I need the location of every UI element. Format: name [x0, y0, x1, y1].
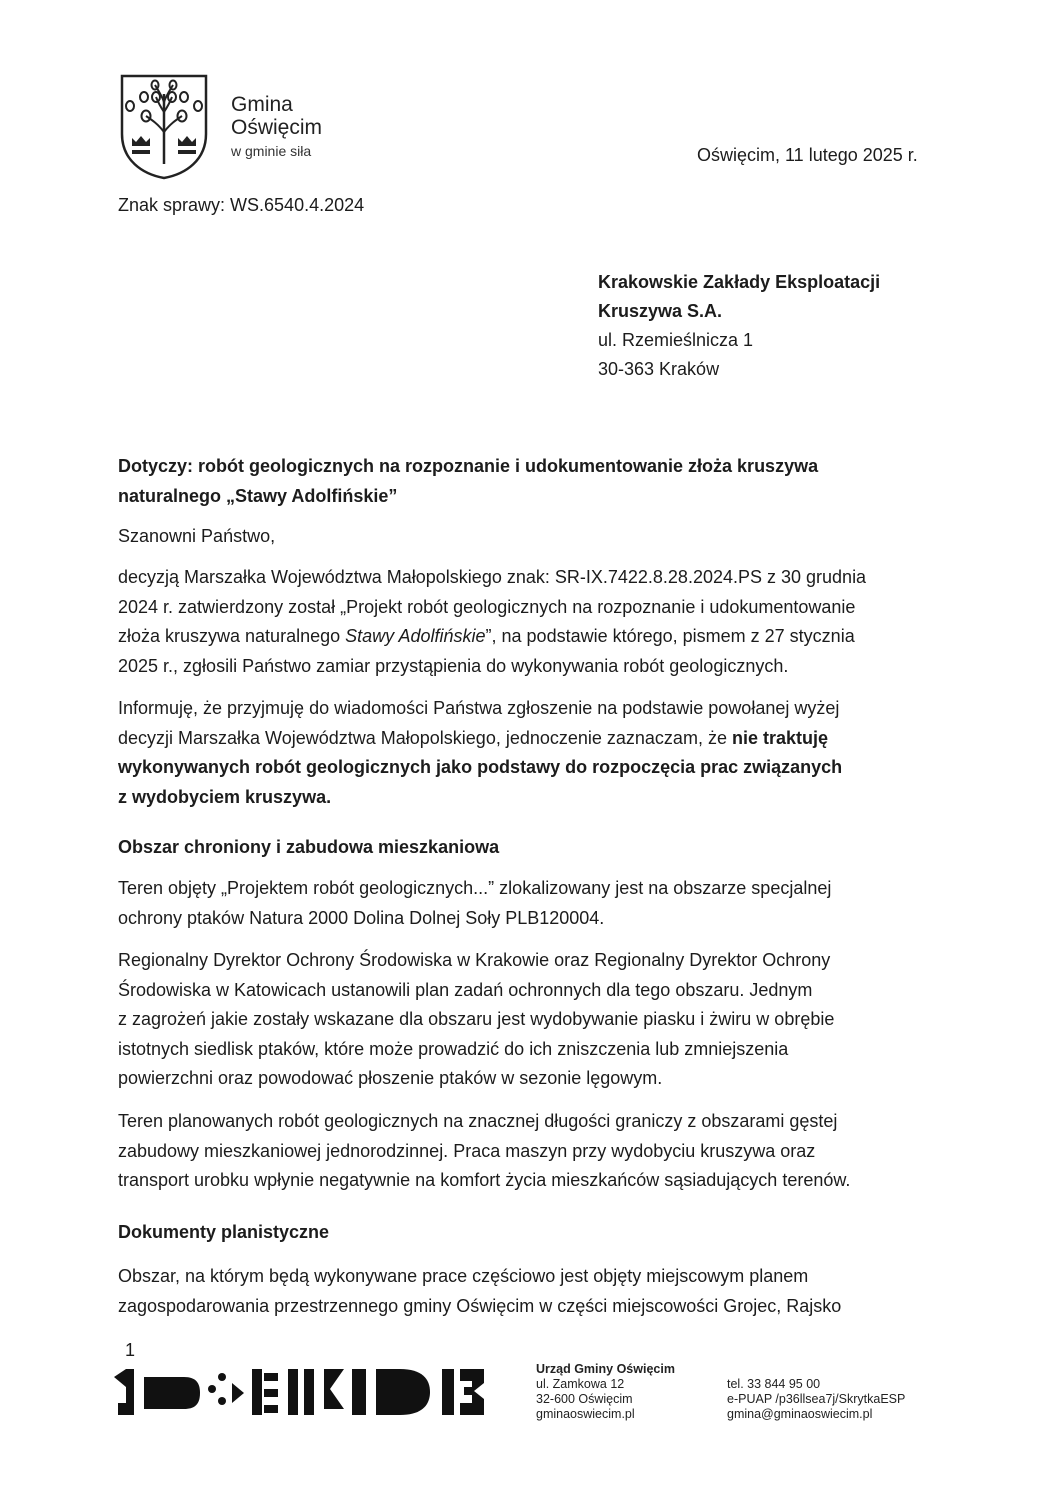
text-span: ”, na podstawie którego, pismem z 27 stycznia	[485, 626, 855, 646]
paragraph-line: Teren objęty „Projektem robót geologicznych...” zlokalizowany jest na obszarze specjalnej	[118, 878, 832, 898]
paragraph-line: decyzją Marszałka Województwa Małopolskiego znak: SR-IX.7422.8.28.2024.PS z 30 grudnia	[118, 567, 867, 587]
case-number: Znak sprawy: WS.6540.4.2024	[118, 195, 365, 215]
recipient-line3: ul. Rzemieślnicza 1	[598, 330, 754, 350]
paragraph-line: ochrony ptaków Natura 2000 Dolina Dolnej Soły PLB120004.	[118, 907, 605, 928]
office-email[interactable]: gmina@gminaoswiecim.pl	[727, 1407, 873, 1421]
recipient-line2: Kruszywa S.A.	[598, 301, 723, 321]
page-number: 1	[125, 1340, 136, 1360]
paragraph-line	[118, 622, 930, 652]
paragraph-line: z wydobyciem kruszywa.	[118, 786, 332, 807]
recipient-address	[598, 268, 880, 384]
emphasis-bold: nie traktuję	[731, 727, 828, 748]
gmina-motto: w gminie siła	[231, 143, 312, 159]
paragraph-line: Obszar, na którym będą wykonywane prace częściowo jest objęty miejscowym planem	[118, 1266, 809, 1286]
paragraph-line: Regionalny Dyrektor Ochrony Środowiska w Krakowie oraz Regionalny Dyrektor Ochrony	[118, 950, 831, 970]
letter-subject	[118, 452, 930, 511]
paragraph-line: Teren planowanych robót geologicznych na znacznej długości graniczy z obszarami gęstej	[118, 1111, 838, 1131]
gmina-name-line1: Gmina	[231, 93, 293, 116]
office-street: ul. Zamkowa 12	[536, 1377, 625, 1391]
recipient-line1: Krakowskie Zakłady Eksploatacji	[598, 272, 881, 292]
gmina-name	[231, 93, 322, 139]
section-heading-planning-documents: Dokumenty planistyczne	[118, 1222, 330, 1242]
paragraph-line: zabudowy mieszkaniowej jednorodzinnej. Praca maszyn przy wydobyciu kruszywa oraz	[118, 1140, 816, 1161]
footer-logo-graphic	[112, 1363, 487, 1419]
office-website[interactable]: gminaoswiecim.pl	[536, 1407, 635, 1421]
letter-date: Oświęcim, 11 lutego 2025 r.	[697, 145, 918, 165]
footer-contact	[727, 1377, 905, 1422]
paragraph-line: wykonywanych robót geologicznych jako podstawy do rozpoczęcia prac związanych	[118, 757, 843, 777]
paragraph-planning	[118, 1262, 930, 1321]
paragraph-rdos	[118, 946, 930, 1094]
paragraph-line: zagospodarowania przestrzennego gminy Oświęcim w części miejscowości Grojec, Rajsko	[118, 1295, 842, 1316]
paragraph-line: 2024 r. zatwierdzony został „Projekt robót geologicznych na rozpoznanie i udokumentowanie	[118, 596, 856, 617]
section-heading-protected-area: Obszar chroniony i zabudowa mieszkaniowa	[118, 837, 500, 857]
project-name-italic: Stawy Adolfińskie	[345, 626, 486, 646]
text-span: złoża kruszywa naturalnego	[118, 626, 346, 646]
paragraph-line: powierzchni oraz powodować płoszenie ptaków w sezonie lęgowym.	[118, 1068, 663, 1088]
subject-line2: naturalnego „Stawy Adolfińskie”	[118, 485, 398, 506]
paragraph-natura	[118, 874, 930, 933]
paragraph-line: transport urobku wpłynie negatywnie na komfort życia mieszkańców sąsiadujących terenów.	[118, 1170, 851, 1190]
paragraph-line: 2025 r., zgłosili Państwo zamiar przystąpienia do wykonywania robót geologicznych.	[118, 655, 789, 676]
footer-office-address	[536, 1362, 675, 1422]
subject-line1: Dotyczy: robót geologicznych na rozpoznanie i udokumentowanie złoża kruszywa	[118, 456, 819, 476]
paragraph-line: istotnych siedlisk ptaków, które może prowadzić do ich zniszczenia lub zmniejszenia	[118, 1038, 789, 1059]
office-phone: tel. 33 844 95 00	[727, 1377, 821, 1391]
paragraph-housing	[118, 1107, 930, 1196]
paragraph-decision	[118, 563, 930, 681]
gmina-crest-logo	[118, 72, 210, 182]
paragraph-line: z zagrożeń jakie zostały wskazane dla obszaru jest wydobywanie piasku i żwiru w obrębie	[118, 1009, 835, 1029]
greeting: Szanowni Państwo,	[118, 526, 276, 546]
text-span: decyzji Marszałka Województwa Małopolskiego, jednoczenie zaznaczam, że	[118, 727, 732, 748]
recipient-line4: 30-363 Kraków	[598, 359, 720, 379]
paragraph-notice	[118, 694, 930, 812]
office-postal: 32-600 Oświęcim	[536, 1392, 633, 1406]
paragraph-line: Środowiska w Katowicach ustanowili plan zadań ochronnych dla tego obszaru. Jednym	[118, 979, 813, 1000]
office-epuap: e-PUAP /p36llsea7j/SkrytkaESP	[727, 1392, 906, 1406]
paragraph-line: Informuję, że przyjmuję do wiadomości Państwa zgłoszenie na podstawie powołanej wyżej	[118, 698, 840, 718]
office-name: Urząd Gminy Oświęcim	[536, 1362, 675, 1376]
gmina-name-line2: Oświęcim	[231, 116, 323, 139]
paragraph-line	[118, 724, 930, 754]
